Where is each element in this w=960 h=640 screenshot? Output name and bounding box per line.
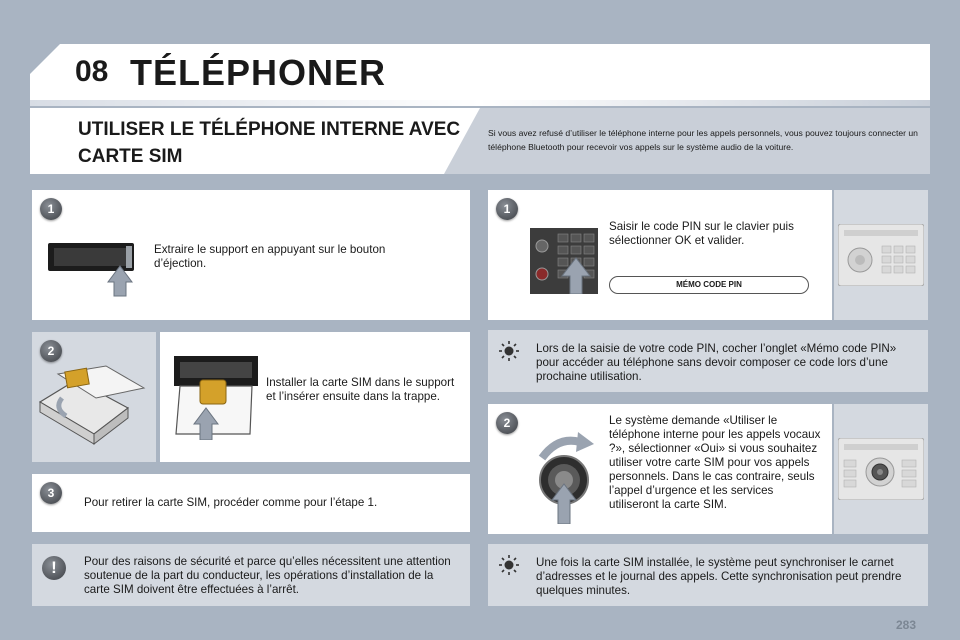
- step-badge: 2: [496, 412, 518, 434]
- left-step2-text: Installer la carte SIM dans le support et l’insérer ensuite dans la trappe.: [266, 376, 455, 403]
- rotary-dial-image: [528, 428, 608, 524]
- audio-console-image: [838, 224, 924, 286]
- right-step1-text: Saisir le code PIN sur le clavier puis sélectionner OK et valider.: [609, 220, 794, 247]
- audio-console-dial-image: [838, 438, 924, 500]
- step-badge: 1: [496, 198, 518, 220]
- section-note: Si vous avez refusé d’utiliser le téléphone interne pour les appels personnels, vous pouvez toujours connecter un téléphone Bluetooth pour recevoir vos appels sur le système audio de la voiture.: [488, 128, 918, 152]
- header-stripe: [30, 100, 930, 106]
- right-step2-text: Le système demande «Utiliser le téléphone interne pour les appels vocaux ?», sélectionner «Oui» si vous souhaitez utiliser votre carte SIM pour vos appels personnels. Dans le cas contraire, seuls l’appel d’urgence et les services utiliseront la carte SIM.: [609, 414, 821, 511]
- step-badge: 3: [40, 482, 62, 504]
- chapter-number: 08: [75, 55, 109, 88]
- left-step3-text: Pour retirer la carte SIM, procéder comme pour l’étape 1.: [84, 496, 378, 509]
- step-badge: 1: [40, 198, 62, 220]
- tip-sun-icon: [498, 340, 520, 362]
- sim-insert-image: [170, 356, 266, 440]
- page-number: 283: [896, 618, 917, 632]
- chapter-title: TÉLÉPHONER: [130, 52, 387, 93]
- step-badge: 2: [40, 340, 62, 362]
- sim-tray-eject-image: [48, 238, 148, 300]
- tip2-text: Une fois la carte SIM installée, le système peut synchroniser le carnet d’adresses et le journal des appels. Cette synchronisation peut prendre quelques minutes.: [536, 556, 902, 597]
- keypad-image: [530, 228, 598, 294]
- warning-icon: !: [42, 556, 66, 580]
- tip-sun-icon: [498, 554, 520, 576]
- sim-card-tray-image: [36, 364, 154, 446]
- memo-pin-button[interactable]: MÉMO CODE PIN: [609, 276, 809, 294]
- left-step1-text: Extraire le support en appuyant sur le bouton d’éjection.: [154, 243, 386, 270]
- section-title: UTILISER LE TÉLÉPHONE INTERNE AVEC CARTE SIM: [78, 119, 461, 167]
- tip1-text: Lors de la saisie de votre code PIN, cocher l’onglet «Mémo code PIN» pour accéder au téléphone sans devoir composer ce code lors d’une prochaine utilisation.: [536, 342, 897, 383]
- warning-text: Pour des raisons de sécurité et parce qu’elles nécessitent une attention soutenue de la part du conducteur, les opérations d’installation de la carte SIM doivent être effectuées à l’arrêt.: [84, 555, 451, 596]
